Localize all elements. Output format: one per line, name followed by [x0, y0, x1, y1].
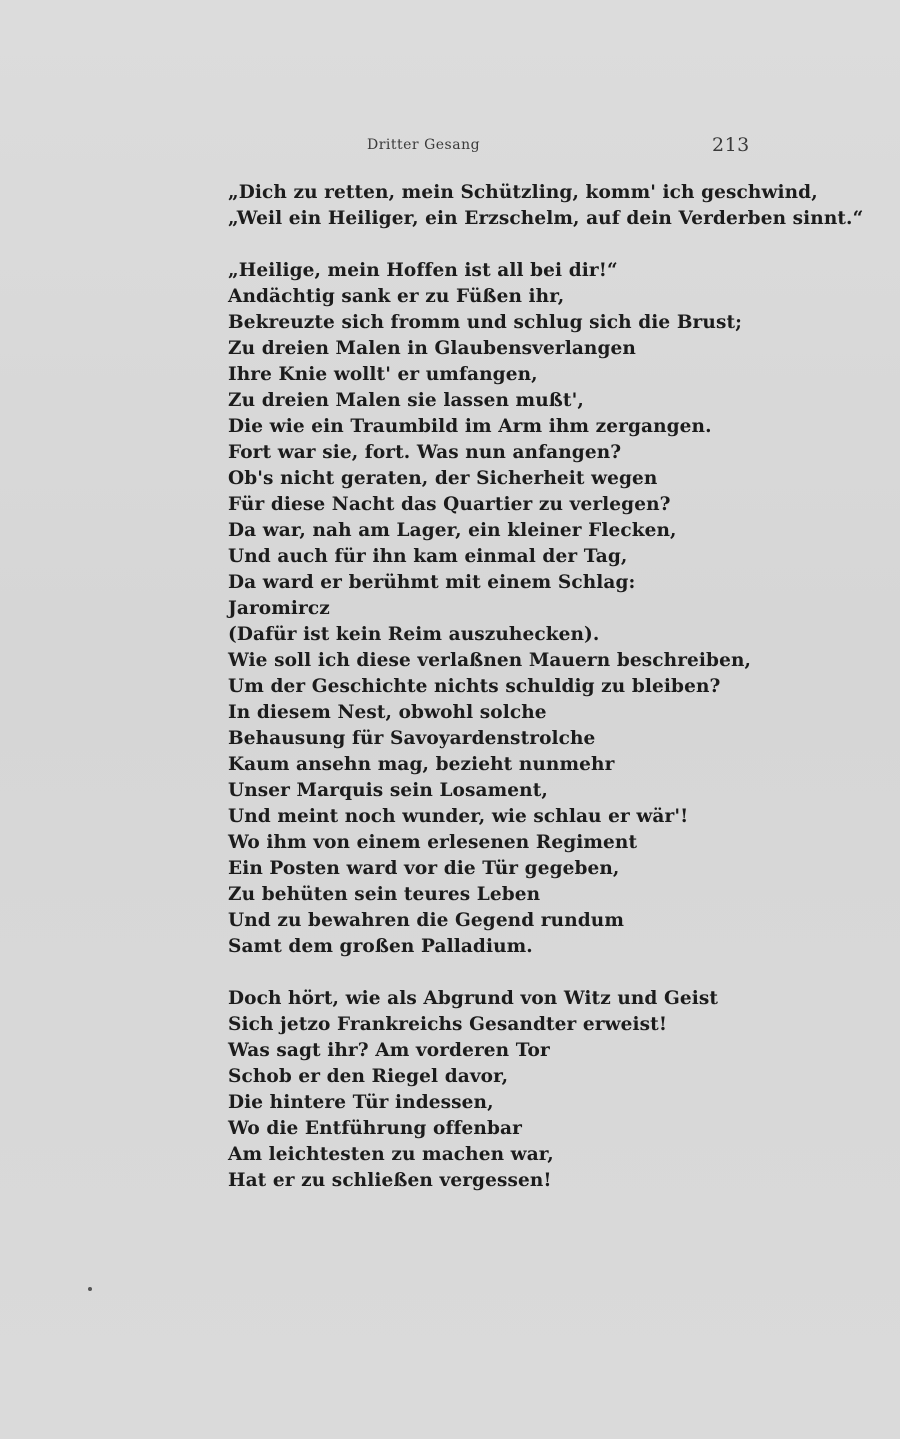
verse-line: Die wie ein Traumbild im Arm ihm zergangen. [228, 416, 712, 437]
verse-line: Hat er zu schließen vergessen! [228, 1170, 552, 1191]
stanza [228, 986, 788, 1194]
verse-line: Zu dreien Malen in Glaubensverlangen [228, 338, 636, 359]
verse-line: Samt dem großen Palladium. [228, 936, 533, 957]
verse-line: Für diese Nacht das Quartier zu verlegen? [228, 494, 671, 515]
paper-speck [88, 1287, 92, 1291]
verse-line: Zu dreien Malen sie lassen mußt', [228, 390, 584, 411]
verse-line: Bekreuzte sich fromm und schlug sich die Brust; [228, 312, 743, 333]
page-header [0, 134, 900, 157]
verse-line: Wie soll ich diese verlaßnen Mauern beschreiben, [228, 650, 752, 671]
verse-line: Die hintere Tür indessen, [228, 1092, 494, 1113]
verse-line: Da ward er berühmt mit einem Schlag: [228, 572, 636, 593]
verse-line: Und zu bewahren die Gegend rundum [228, 910, 625, 931]
verse-line: Um der Geschichte nichts schuldig zu bleiben? [228, 676, 721, 697]
verse-line: Sich jetzo Frankreichs Gesandter erweist! [228, 1014, 668, 1035]
verse-line: Und auch für ihn kam einmal der Tag, [228, 546, 628, 567]
verse-line: Fort war sie, fort. Was nun anfangen? [228, 442, 622, 463]
verse-line: Schob er den Riegel davor, [228, 1066, 509, 1087]
verse-line: „Dich zu retten, mein Schützling, komm' ich geschwind, [228, 182, 818, 203]
verse-line: Wo die Entführung offenbar [228, 1118, 522, 1139]
verse-line: „Weil ein Heiliger, ein Erzschelm, auf dein Verderben sinnt.“ [228, 208, 864, 229]
verse-line: Andächtig sank er zu Füßen ihr, [228, 286, 565, 307]
running-title: Dritter Gesang [367, 137, 481, 153]
verse-line: Am leichtesten zu machen war, [228, 1144, 554, 1165]
poem-text [228, 180, 864, 1194]
verse-line: Doch hört, wie als Abgrund von Witz und Geist [228, 988, 719, 1009]
verse-line: Und meint noch wunder, wie schlau er wär'! [228, 806, 689, 827]
verse-line: Wo ihm von einem erlesenen Regiment [228, 832, 638, 853]
verse-line: Ob's nicht geraten, der Sicherheit wegen [228, 468, 658, 489]
verse-line: „Heilige, mein Hoffen ist all bei dir!“ [228, 260, 618, 281]
verse-line: Unser Marquis sein Losament, [228, 780, 548, 801]
verse-line: Behausung für Savoyardenstrolche [228, 728, 596, 749]
verse-line: Ein Posten ward vor die Tür gegeben, [228, 858, 620, 879]
verse-line: Kaum ansehn mag, bezieht nunmehr [228, 754, 615, 775]
verse-line: In diesem Nest, obwohl solche [228, 702, 547, 723]
verse-line: Da war, nah am Lager, ein kleiner Flecken, [228, 520, 677, 541]
stanza [228, 180, 864, 232]
verse-line: (Dafür ist kein Reim auszuhecken). [228, 624, 600, 645]
verse-line: Ihre Knie wollt' er umfangen, [228, 364, 538, 385]
verse-line: Zu behüten sein teures Leben [228, 884, 541, 905]
verse-line: Was sagt ihr? Am vorderen Tor [228, 1040, 550, 1061]
page-number: 213 [712, 134, 750, 156]
verse-line: Jaromircz [228, 598, 330, 619]
stanza [228, 258, 788, 960]
